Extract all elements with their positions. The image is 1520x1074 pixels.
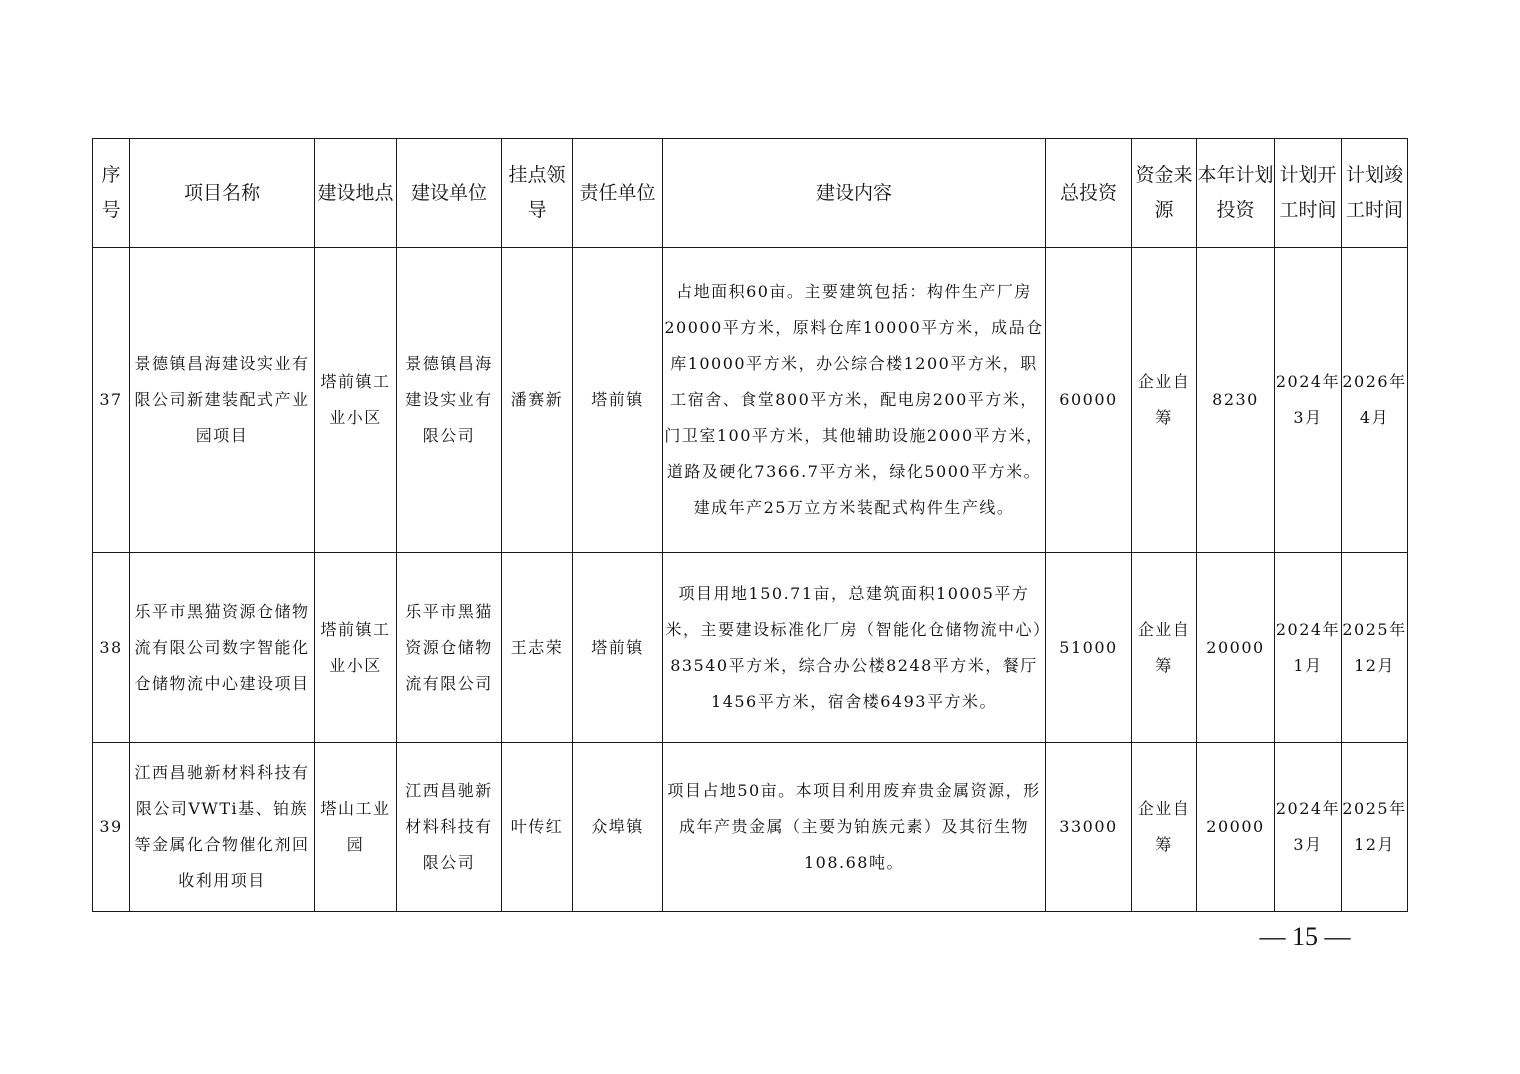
cell-seq: 37 <box>93 248 130 553</box>
cell-content: 占地面积60亩。主要建筑包括：构件生产厂房20000平方米，原料仓库10000平方米，成品仓库10000平方米，办公综合楼1200平方米，职工宿舍、食堂800平方米，配电房200平方米，门卫室100平方米，其他辅助设施2000平方米，道路及硬化7366.7平方米，绿化5000平方米。建成年产25万立方米装配式构件生产线。 <box>663 248 1046 553</box>
cell-seq: 39 <box>93 743 130 912</box>
cell-responsible: 塔前镇 <box>573 248 663 553</box>
cell-content: 项目占地50亩。本项目利用废弃贵金属资源，形成年产贵金属（主要为铂族元素）及其衍生物108.68吨。 <box>663 743 1046 912</box>
cell-planned: 20000 <box>1197 743 1275 912</box>
page-number: — 15 — <box>1259 922 1351 951</box>
cell-planned: 8230 <box>1197 248 1275 553</box>
header-content: 建设内容 <box>663 139 1046 248</box>
cell-unit: 景德镇昌海建设实业有限公司 <box>397 248 502 553</box>
cell-leader: 王志荣 <box>502 553 573 743</box>
header-name: 项目名称 <box>130 139 315 248</box>
header-leader: 挂点领导 <box>502 139 573 248</box>
cell-location: 塔前镇工业小区 <box>315 553 397 743</box>
cell-total: 60000 <box>1046 248 1132 553</box>
cell-funding: 企业自筹 <box>1132 743 1197 912</box>
table-row <box>93 553 1408 743</box>
cell-start: 2024年1月 <box>1275 553 1342 743</box>
header-unit: 建设单位 <box>397 139 502 248</box>
cell-total: 33000 <box>1046 743 1132 912</box>
cell-location: 塔山工业园 <box>315 743 397 912</box>
cell-total: 51000 <box>1046 553 1132 743</box>
cell-leader: 叶传红 <box>502 743 573 912</box>
table-row <box>93 248 1408 553</box>
header-responsible: 责任单位 <box>573 139 663 248</box>
header-location: 建设地点 <box>315 139 397 248</box>
cell-location: 塔前镇工业小区 <box>315 248 397 553</box>
table-row <box>93 743 1408 912</box>
cell-start: 2024年3月 <box>1275 248 1342 553</box>
cell-responsible: 众埠镇 <box>573 743 663 912</box>
cell-funding: 企业自筹 <box>1132 553 1197 743</box>
cell-unit: 乐平市黑猫资源仓储物流有限公司 <box>397 553 502 743</box>
cell-end: 2025年12月 <box>1342 743 1408 912</box>
cell-start: 2024年3月 <box>1275 743 1342 912</box>
header-end: 计划竣工时间 <box>1342 139 1408 248</box>
cell-funding: 企业自筹 <box>1132 248 1197 553</box>
header-planned: 本年计划投资 <box>1197 139 1275 248</box>
cell-name: 乐平市黑猫资源仓储物流有限公司数字智能化仓储物流中心建设项目 <box>130 553 315 743</box>
cell-seq: 38 <box>93 553 130 743</box>
cell-planned: 20000 <box>1197 553 1275 743</box>
header-total: 总投资 <box>1046 139 1132 248</box>
cell-name: 景德镇昌海建设实业有限公司新建装配式产业园项目 <box>130 248 315 553</box>
cell-responsible: 塔前镇 <box>573 553 663 743</box>
cell-name: 江西昌驰新材料科技有限公司VWTi基、铂族等金属化合物催化剂回收利用项目 <box>130 743 315 912</box>
cell-end: 2026年4月 <box>1342 248 1408 553</box>
project-table <box>92 138 1408 912</box>
header-row <box>93 139 1408 248</box>
header-funding: 资金来源 <box>1132 139 1197 248</box>
cell-unit: 江西昌驰新材料科技有限公司 <box>397 743 502 912</box>
cell-content: 项目用地150.71亩，总建筑面积10005平方米，主要建设标准化厂房（智能化仓储物流中心）83540平方米，综合办公楼8248平方米，餐厅1456平方米，宿舍楼6493平方米。 <box>663 553 1046 743</box>
header-start: 计划开工时间 <box>1275 139 1342 248</box>
cell-end: 2025年12月 <box>1342 553 1408 743</box>
header-seq: 序号 <box>93 139 130 248</box>
cell-leader: 潘赛新 <box>502 248 573 553</box>
